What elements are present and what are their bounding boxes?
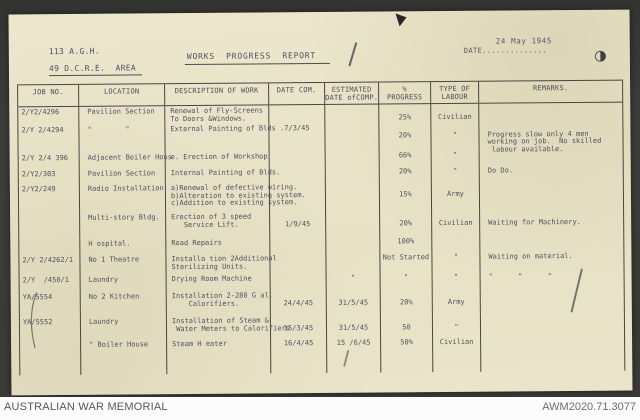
document-page xyxy=(9,10,633,396)
report-title: WORKS PROGRESS REPORT xyxy=(185,51,330,65)
cell-est_date xyxy=(325,123,379,151)
table-row xyxy=(18,180,624,214)
cell-empty xyxy=(271,353,327,373)
cell-empty xyxy=(433,352,481,372)
cell-progress: 50% xyxy=(381,337,433,352)
date-value: 24 May 1945 xyxy=(495,36,553,46)
cell-date_com xyxy=(270,237,326,253)
cell-description: Road Repairs xyxy=(166,237,270,254)
cell-labour: Civilian xyxy=(433,337,481,352)
cell-location: No 2 Kitchen xyxy=(81,291,167,317)
cell-date_com: 16/4/45 xyxy=(271,338,327,353)
cell-empty xyxy=(327,353,381,373)
cell-progress: 20% xyxy=(380,166,432,181)
pen-mark xyxy=(348,42,357,66)
cell-progress: 66% xyxy=(380,150,432,166)
corner-triangle-mark-icon xyxy=(393,12,409,27)
cell-location: Pavilion Section xyxy=(79,106,165,125)
cell-remarks xyxy=(479,103,623,122)
cell-labour: Army xyxy=(433,289,481,314)
cell-description: Installa tion 2Additional Sterilizing Units. xyxy=(166,253,270,274)
cell-remarks: " " " xyxy=(481,271,625,289)
cell-date_com: 1/9/45 xyxy=(270,211,326,237)
cell-date_com xyxy=(270,167,326,182)
column-header-est_date: ESTIMATED DATE ofCOMP. xyxy=(325,83,379,104)
cell-remarks: Do Do. xyxy=(480,165,624,181)
cell-est_date: 31/5/45 xyxy=(327,290,381,315)
cell-description: a)Renewal of defective wiring. b)Alteration to existing system. c)Addition to existing system. xyxy=(166,182,270,212)
column-header-labour: TYPE OF LABOUR xyxy=(431,82,479,103)
cell-location: Laundry xyxy=(81,274,167,292)
cell-est_date xyxy=(325,105,379,123)
cell-empty xyxy=(167,353,271,374)
table-body xyxy=(17,103,625,376)
cell-est_date: 15 /6/45 xyxy=(327,338,381,353)
cell-description: Renewal of Fly-Screens To Doors &Windows. xyxy=(165,105,269,124)
archive-caption-bar xyxy=(0,397,640,420)
cell-date_com xyxy=(270,182,326,211)
cell-progress: 50 xyxy=(381,314,433,337)
cell-remarks: Progress slow only 4 men working on job. No skilled labour available. xyxy=(479,121,623,150)
cell-date_com xyxy=(271,273,327,290)
cell-location: No 1 Theatre xyxy=(80,254,166,275)
cell-location: Adjacent Boiler Hous xyxy=(80,152,166,169)
cell-remarks xyxy=(481,336,625,352)
cell-remarks: Waiting on material. xyxy=(480,251,624,272)
cell-labour: Army xyxy=(432,181,480,210)
column-header-description: DESCRIPTION OF WORK xyxy=(165,83,269,105)
cell-progress: 20% xyxy=(380,210,432,236)
cell-labour: Civilian xyxy=(431,104,479,122)
cell-location: Radio Installation xyxy=(80,183,166,213)
cell-labour: " xyxy=(432,150,480,166)
cell-progress: 25% xyxy=(379,104,431,122)
cell-est_date xyxy=(326,211,380,237)
cell-est_date xyxy=(326,182,380,211)
cell-location: Laundry xyxy=(81,316,167,340)
cell-job: 2/Y2/4296 xyxy=(17,107,79,125)
cell-labour xyxy=(432,236,480,252)
cell-description: Installation 2-280 G al. Calorifiers. xyxy=(167,290,271,316)
cell-est_date xyxy=(326,151,380,167)
ink-blot-icon xyxy=(594,50,607,63)
cell-job xyxy=(19,340,81,355)
cell-job xyxy=(18,213,80,239)
cell-location: " Boiler House xyxy=(81,339,167,355)
cell-date_com: 24/4/45 xyxy=(271,290,327,315)
cell-empty xyxy=(19,355,81,375)
cell-remarks xyxy=(481,288,625,314)
cell-location: " " xyxy=(79,124,165,153)
cell-description: Drying Room Machine xyxy=(167,273,271,291)
area-subtitle: 49 D.C.R.E. AREA xyxy=(49,63,142,76)
cell-date_com xyxy=(270,253,326,273)
cell-est_date xyxy=(326,237,380,253)
cell-labour: " xyxy=(431,122,479,150)
cell-job: 2/Y 2/4294 xyxy=(17,125,79,153)
cell-location: Pavilion Section xyxy=(80,168,166,184)
cell-labour: " xyxy=(433,272,481,289)
cell-description: Steam H eater xyxy=(167,338,271,354)
table-row-empty xyxy=(19,351,625,376)
cell-description: e. Erection of Workshop xyxy=(166,151,270,168)
column-header-location: LOCATION xyxy=(79,84,165,106)
cell-progress: Not Started xyxy=(380,252,432,272)
cell-est_date xyxy=(326,253,380,273)
cell-progress: 20% xyxy=(381,289,433,314)
cell-job: YA/5554 xyxy=(19,292,81,317)
cell-progress: 15% xyxy=(380,181,432,210)
cell-empty xyxy=(481,351,625,372)
cell-description: Erection of 3 speed Service Lift. xyxy=(166,211,270,238)
cell-job: 2/Y 2/4262/1 xyxy=(18,255,80,275)
archive-name: AUSTRALIAN WAR MEMORIAL xyxy=(4,401,168,413)
date-label: DATE.............. xyxy=(463,46,547,55)
cell-job: 2/Y2/249 xyxy=(18,184,80,213)
cell-date_com: 7/3/45 xyxy=(269,123,325,151)
cell-labour: " xyxy=(432,166,480,181)
works-progress-table xyxy=(17,80,625,376)
cell-job: YA/5552 xyxy=(19,317,81,340)
cell-labour: Civilian xyxy=(432,210,480,236)
cell-progress: 100% xyxy=(380,236,432,252)
cell-location: Multi-story Bldg. xyxy=(80,212,166,239)
cell-remarks xyxy=(480,149,624,166)
cell-remarks: Waiting for Machinery. xyxy=(480,209,624,236)
cell-labour: " xyxy=(433,314,481,337)
cell-job: 2/Y 2/4 396 xyxy=(18,153,80,169)
cell-job: 2/Y /450/1 xyxy=(19,275,81,292)
cell-date_com: 15/3/45 xyxy=(271,315,327,338)
column-header-progress: % PROGRESS xyxy=(379,82,431,103)
cell-empty xyxy=(381,352,433,372)
cell-job: 2/Y2/303 xyxy=(18,169,80,184)
cell-remarks xyxy=(481,313,625,337)
cell-progress: 20% xyxy=(379,122,431,150)
archive-id: AWM2020.71.3077 xyxy=(542,401,636,413)
unit-title: 113 A.G.H. xyxy=(48,46,101,57)
cell-date_com xyxy=(269,105,325,123)
cell-est_date: " xyxy=(327,273,381,290)
column-header-remarks: REMARKS. xyxy=(479,81,623,103)
cell-progress: " xyxy=(381,272,433,289)
cell-est_date xyxy=(326,167,380,182)
cell-labour: " xyxy=(432,252,480,272)
cell-empty xyxy=(81,354,167,375)
cell-description: External Painting of Blds . xyxy=(165,123,269,152)
cell-remarks xyxy=(480,235,624,252)
column-header-date_com: DATE COM. xyxy=(269,83,325,104)
cell-est_date: 31/5/45 xyxy=(327,315,381,338)
column-header-job: JOB NO. xyxy=(17,85,79,106)
cell-description: Installation of Steam & Water Meters to Calorifiers xyxy=(167,315,271,339)
cell-job xyxy=(18,239,80,255)
cell-date_com xyxy=(270,151,326,167)
cell-description: Internal Painting of Blds. xyxy=(166,167,270,183)
cell-remarks xyxy=(480,180,624,210)
cell-location: H ospital. xyxy=(80,238,166,255)
